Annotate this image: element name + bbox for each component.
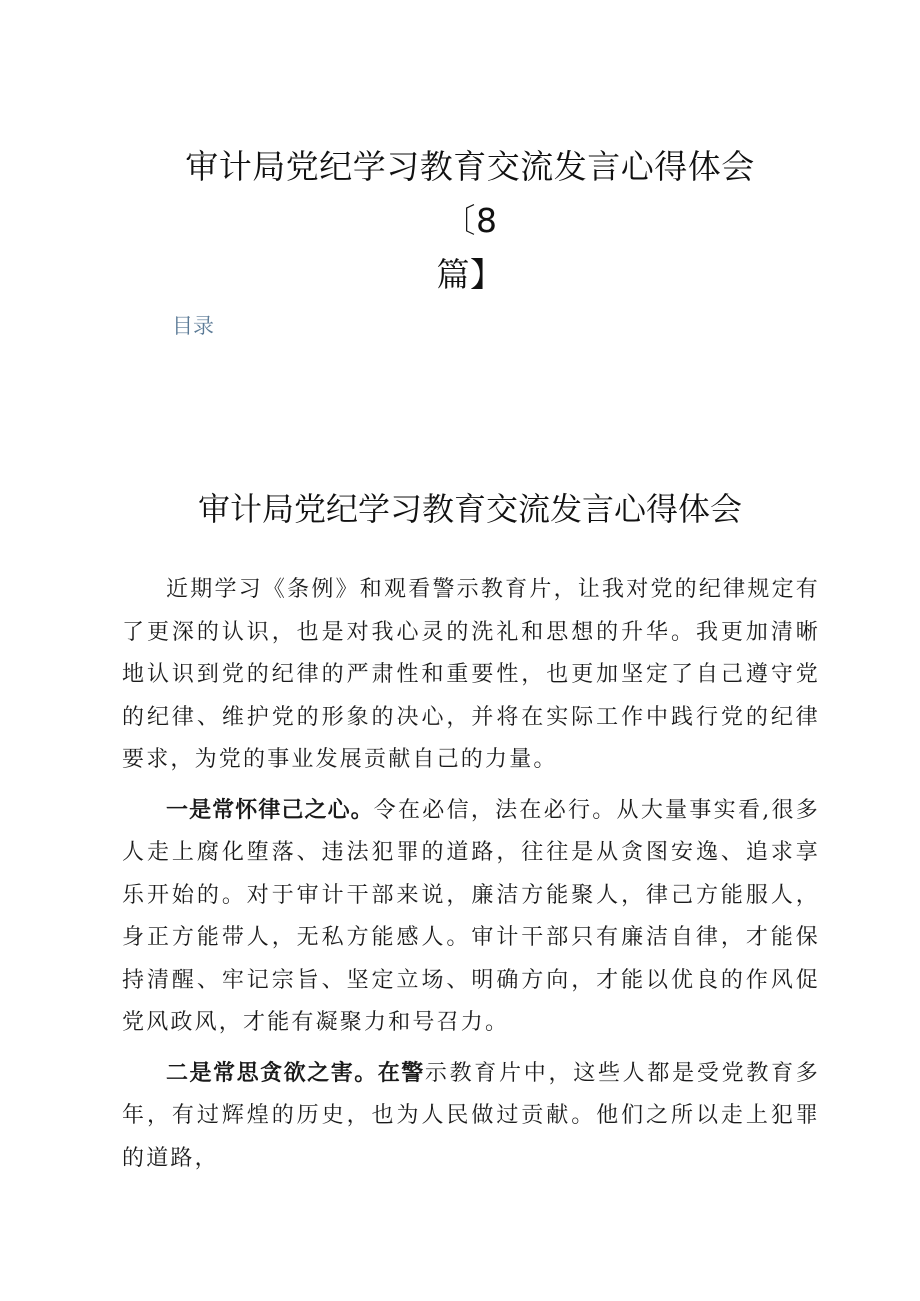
document-title — [160, 140, 780, 302]
paragraph-lead: 一是常怀律己之心。 — [166, 797, 374, 823]
document-body — [122, 569, 820, 1188]
paragraph-point-1 — [122, 790, 820, 1045]
section-title: 审计局党纪学习教育交流发言心得体会 — [197, 490, 742, 528]
paragraph-point-2 — [122, 1053, 820, 1181]
document-title-line-1: 审计局党纪学习教育交流发言心得体会〔8 — [185, 147, 755, 240]
document-title-line-2: 篇】 — [436, 255, 504, 294]
paragraph-text: 示教育片中，这些人都是受党教育多年，有过辉煌的历史，也为人民做过贡献。他们之所以走上犯罪的道路， — [122, 1060, 820, 1171]
toc-heading: 目录 — [172, 314, 214, 338]
paragraph-intro — [122, 569, 820, 782]
paragraph-text: 令在必信，法在必行。从大量事实看,很多人走上腐化堕落、违法犯罪的道路，往往是从贪图安逸、追求享乐开始的。对于审计干部来说，廉洁方能聚人，律己方能服人，身正方能带人，无私方能感人。审计干部只有廉洁自律，才能保持清醒、牢记宗旨、坚定立场、明确方向，才能以优良的作风促党风政风，才能有凝聚力和号召力。 — [122, 797, 820, 1035]
paragraph-text: 近期学习《条例》和观看警示教育片，让我对党的纪律规定有了更深的认识，也是对我心灵的洗礼和思想的升华。我更加清晰地认识到党的纪律的严肃性和重要性，也更加坚定了自己遵守党的纪律、维护党的形象的决心，并将在实际工作中践行党的纪律要求，为党的事业发展贡献自己的力量。 — [122, 577, 820, 772]
paragraph-lead: 二是常思贪欲之害。在警 — [166, 1060, 425, 1086]
